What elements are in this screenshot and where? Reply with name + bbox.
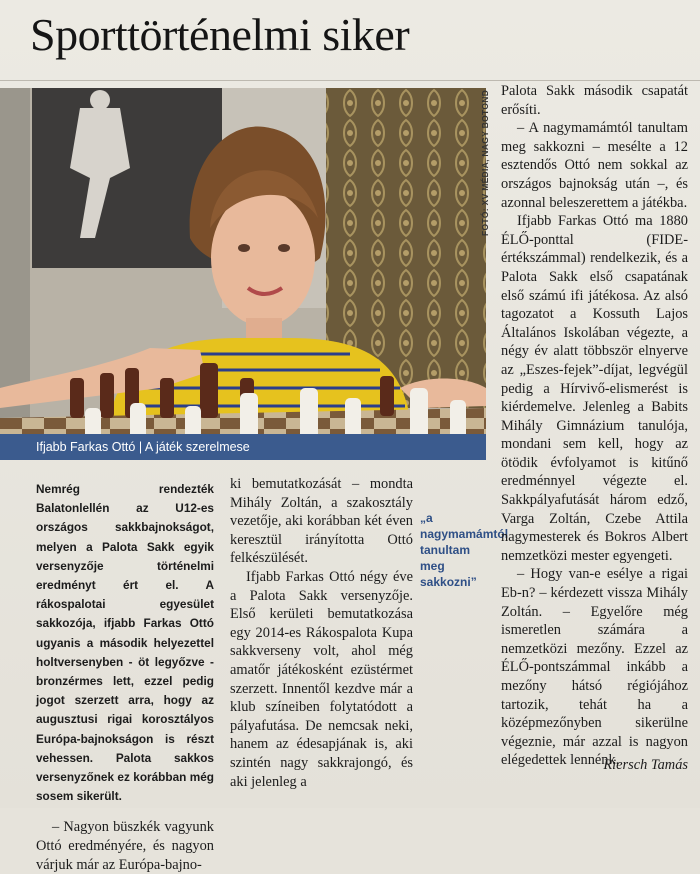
article-title: Sporttörténelmi siker (30, 9, 410, 60)
article-author: Riersch Tamás (603, 757, 688, 773)
column-2-paragraph-2: Ifjabb Farkas Ottó négy éve a Palota Sakk versenyzője. Első kerületi bemutatkozása egy 2014-es Rákospalota Kupa sakkverseny volt, ahol még amatőr játékosként ezüstérmet szerzett. Innentől kezdve már a klub színeiben folytatódott a pályafutása. De nemcsak neki, hanem az édesapjának is, aki szintén nagy sakkrajongó, és aki jelenleg a (230, 568, 413, 790)
column-2-paragraph-1: ki bemutatkozását – mondta Mihály Zoltán, a szakosztály vezetője, aki korábban két éven keresztül irányította Ottó felkészülését. (230, 476, 413, 567)
article-column-1 (36, 480, 214, 874)
column-3-paragraph-2: Ifjabb Farkas Ottó ma 1880 ÉLŐ-ponttal (FIDE-értékszámmal) rendelkezik, és a Palota Sakk első csapatának első számú ifi játékosa. Az alsó tagozatot a Kossuth Lajos Általános Iskolában végezte, a négy év alatt többször elnyerve az „Eszes-fejek”-díjat, legvégül pedig a Hírvivő-elismerést is kiérdemelve. Jelenleg a Babits Mihály Gimnázium tanulója, mondani sem kell, hogy az ötödik évfolyamot is kitűnő eredménnyel végezte el. Sakkpályafutását három edző, Varga Zoltán, Czebe Attila nagymesterek és Bokros Albert nemzetközi mester egyengeti. (501, 213, 688, 564)
column-3-continuation: Palota Sakk második csapatát erősíti. (501, 83, 688, 118)
article-column-2 (230, 475, 413, 791)
photo-credit (480, 86, 502, 236)
photo-illustration (0, 88, 486, 460)
title-rule (0, 80, 700, 81)
column-3-paragraph-1: – A nagymamámtól tanultam meg sakkozni – mesélte a 12 esztendős Ottó nem sokkal az országos bajnokság után –, és azonnal beleszerettem a játékba. (501, 120, 688, 211)
column-1-body: – Nagyon büszkék vagyunk Ottó eredményére, és nagyon várjuk már az Európa-bajno- (36, 819, 214, 873)
article-lead: Nemrég rendezték Balatonlellén az U12-es országos sakkbajnokságot, melyen a Palota Sakk egyik versenyzője történelmi eredményt ért el. A rákospalotai egyesület sakkozója, ifjabb Farkas Ottó ugyanis a második helyezettel holtversenyben - öt legyőzve - bronzérmes lett, ezzel pedig jogot szerzett arra, hogy az augusztusi rigai korosztályos Európa-bajnokságon is részt vehessen. Palota sakkos versenyzőnek ez korábban még sosem sikerült. (36, 482, 214, 804)
article-photo (0, 88, 486, 460)
column-3-paragraph-3: – Hogy van-e esélye a rigai Eb-n? – kérdezett vissza Mihály Zoltán. – Egyelőre még ismeretlen számára a nemzetközi mezőny. Ezzel az ÉLŐ-pontszámmal inkább a mezőny hátsó régiójához tartozik, tehát ha a középmezőnyben sikerülne végeznie, már azzal is nagyon elégedettek lennénk. (501, 566, 688, 769)
article-column-3 (501, 82, 688, 770)
photo-caption: Ifjabb Farkas Ottó | A játék szerelmese (0, 434, 486, 460)
pull-quote: „a nagymamámtól tanultam meg sakkozni” (420, 511, 509, 589)
photo-credit-text: FOTÓ: XV MÉDIA, NAGY BOTOND (480, 89, 490, 236)
